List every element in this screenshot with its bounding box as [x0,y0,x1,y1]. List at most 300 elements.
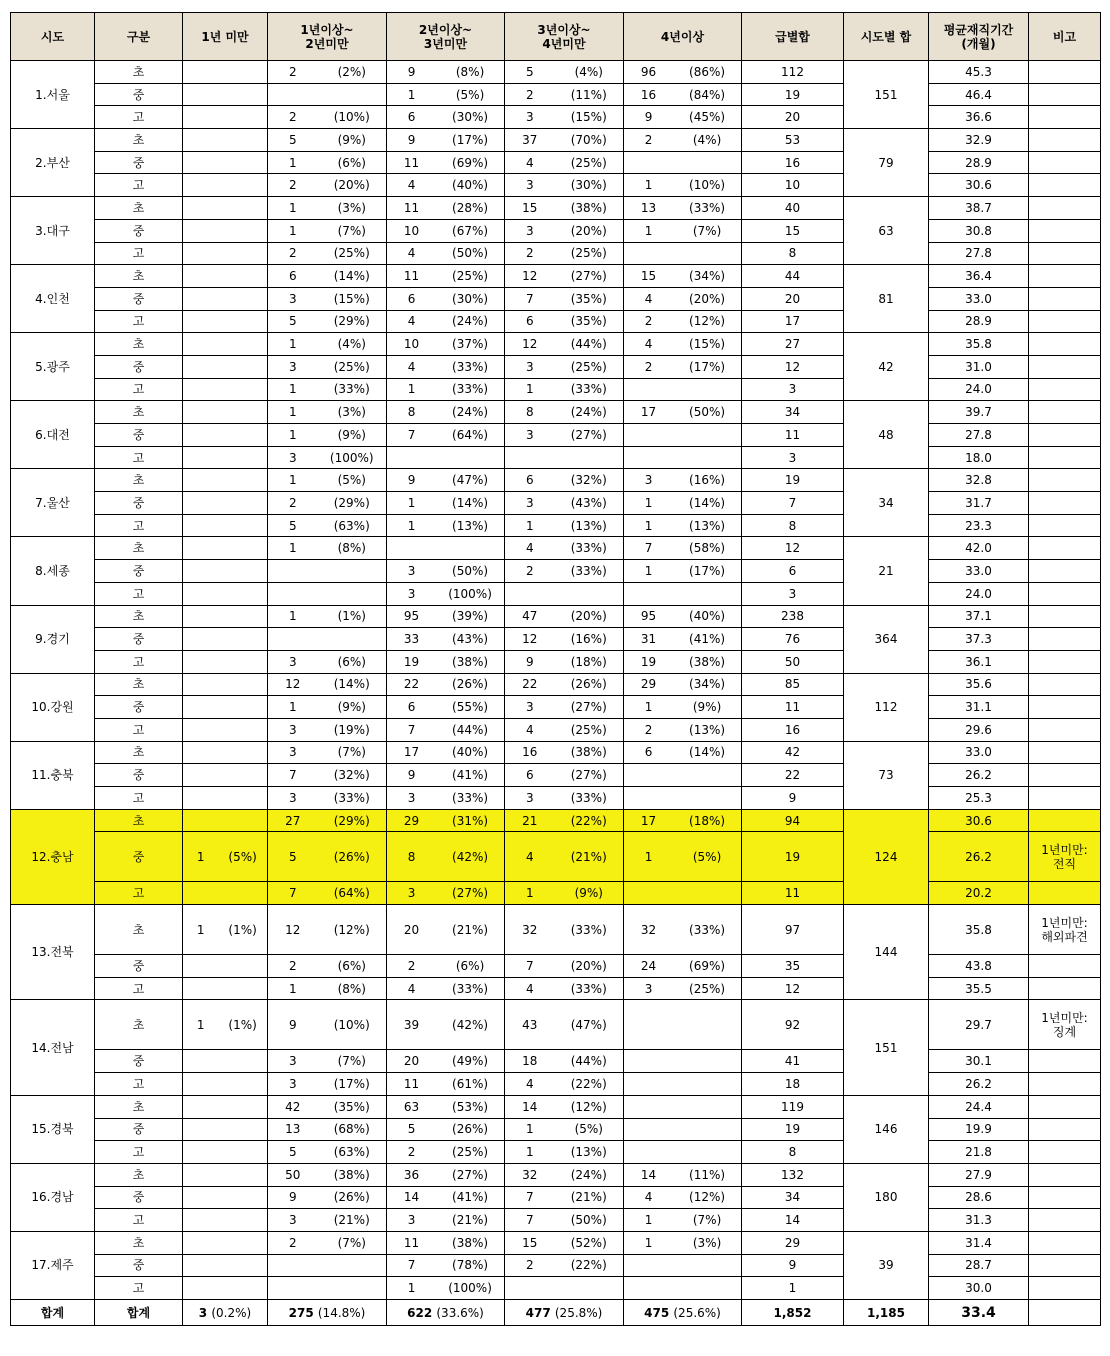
table-row [11,219,1101,242]
count-value: 47 [522,609,538,624]
count-value: 9 [407,132,416,147]
tenure-2-to-3yr-cell [387,469,505,492]
tenure-1-to-2yr-cell [268,1073,387,1096]
percent-value: (29%) [333,813,370,828]
table-row [11,61,1101,84]
tenure-over-4yr-cell [624,242,742,265]
count-value: 1 [644,700,653,715]
tenure-over-4yr-cell [624,1254,742,1277]
tenure-over-4yr-cell [624,1277,742,1300]
tenure-1-to-2yr-cell [268,905,387,955]
count-value: 2 [644,314,653,329]
note-cell [1029,106,1101,129]
note-cell [1029,1050,1101,1073]
avg-tenure: 28.7 [929,1254,1029,1277]
school-level: 고 [95,446,183,469]
tenure-2-to-3yr-cell [387,446,505,469]
tenure-over-4yr-cell [624,809,742,832]
tenure-1-to-2yr-cell [268,787,387,810]
percent-value: (34%) [689,677,726,692]
table-row [11,787,1101,810]
level-sum: 44 [742,265,844,288]
percent-value: (64%) [452,427,489,442]
tenure-2-to-3yr-cell [387,1118,505,1141]
tenure-1-to-2yr-cell [268,1186,387,1209]
note-cell [1029,537,1101,560]
level-sum: 97 [742,905,844,955]
percent-value: (20%) [689,291,726,306]
tenure-over-4yr-cell [624,1073,742,1096]
count-value: 1 [525,1145,534,1160]
tenure-over-4yr-cell [624,905,742,955]
level-sum: 14 [742,1209,844,1232]
percent-value: (5%) [228,849,257,864]
tenure-1-to-2yr-cell [268,560,387,583]
header-avg-tenure: 평균재직기간 (개월) [929,13,1029,61]
tenure-over-4yr-cell [624,355,742,378]
count-value: 43 [522,1017,538,1032]
count-value: 2 [288,1235,297,1250]
under-1yr-cell [183,977,268,1000]
count-value: 4 [407,981,416,996]
tenure-over-4yr-cell [624,469,742,492]
percent-value: (43%) [452,632,489,647]
region-sum: 39 [844,1231,929,1299]
percent-value: (61%) [452,1076,489,1091]
level-sum: 11 [742,882,844,905]
table-row [11,1073,1101,1096]
note-cell [1029,650,1101,673]
count-value: 20 [403,1054,420,1069]
count-value: 3 [525,427,534,442]
level-sum: 8 [742,242,844,265]
percent-value: (26%) [333,849,370,864]
level-sum: 15 [742,219,844,242]
percent-value: (3%) [337,405,366,420]
tenure-over-4yr-cell [624,1118,742,1141]
percent-value: (13%) [570,1145,607,1160]
count-value: 3 [198,1305,208,1320]
school-level: 중 [95,1254,183,1277]
school-level: 중 [95,492,183,515]
under-1yr-cell [183,424,268,447]
percent-value: (67%) [452,223,489,238]
school-level: 중 [95,83,183,106]
count-value: 3 [407,1213,416,1228]
percent-value: (27%) [570,768,607,783]
tenure-3-to-4yr-cell [505,61,624,84]
count-value: 2 [288,958,297,973]
school-level: 초 [95,905,183,955]
count-value: 1 [407,87,416,102]
tenure-3-to-4yr-cell [505,469,624,492]
percent-value: (50%) [452,563,489,578]
tenure-2-to-3yr-cell [387,977,505,1000]
count-value: 1 [407,1281,416,1296]
count-value: 21 [522,813,538,828]
count-value: 3 [525,495,534,510]
region-sum: 48 [844,401,929,469]
avg-tenure: 30.6 [929,809,1029,832]
percent-value: (64%) [333,886,370,901]
percent-value: (6%) [455,958,485,973]
count-value: 13 [285,1122,301,1137]
percent-value: (1%) [337,609,366,624]
header-region: 시도 [11,13,95,61]
tenure-3-to-4yr-cell [505,378,624,401]
count-value: 17 [640,813,657,828]
count-value: 5 [288,1145,297,1160]
count-value: 2 [644,722,653,737]
count-value: 19 [403,654,420,669]
avg-tenure: 28.9 [929,310,1029,333]
tenure-3-to-4yr-cell [505,265,624,288]
note-cell [1029,1254,1101,1277]
region-sum: 42 [844,333,929,401]
under-1yr-cell [183,310,268,333]
region-sum: 144 [844,905,929,1000]
count-value: 8 [407,849,416,864]
table-row [11,378,1101,401]
note-cell [1029,605,1101,628]
tenure-2-to-3yr-cell [387,882,505,905]
tenure-3-to-4yr-cell [505,242,624,265]
percent-value: (30%) [452,291,489,306]
avg-tenure: 38.7 [929,197,1029,220]
tenure-2-to-3yr-cell [387,265,505,288]
table-row [11,401,1101,424]
count-value: 14 [522,1099,538,1114]
percent-value: (33%) [689,922,726,937]
level-sum: 19 [742,1118,844,1141]
avg-tenure: 36.6 [929,106,1029,129]
count-value: 2 [288,110,297,125]
region-name: 17.제주 [11,1231,95,1299]
tenure-1-to-2yr-cell [268,1141,387,1164]
count-value: 7 [525,291,534,306]
tenure-1-to-2yr-cell [268,1118,387,1141]
count-value: 1 [288,382,297,397]
count-value: 2 [644,359,653,374]
count-value: 7 [525,1213,534,1228]
school-level: 중 [95,424,183,447]
note-cell [1029,1141,1101,1164]
tenure-1-to-2yr-cell [268,174,387,197]
school-level: 고 [95,582,183,605]
count-value: 3 [288,745,297,760]
percent-value: (41%) [452,1190,489,1205]
under-1yr-cell [183,514,268,537]
level-sum: 85 [742,673,844,696]
percent-value: (35%) [333,1099,370,1114]
level-sum: 238 [742,605,844,628]
percent-value: (24%) [570,1167,607,1182]
percent-value: (39%) [452,609,489,624]
count-value: 6 [407,110,416,125]
percent-value: (7%) [337,745,366,760]
note-cell: 1년미만: 징계 [1029,1000,1101,1050]
percent-value: (38%) [452,654,489,669]
percent-value: (42%) [452,849,489,864]
percent-value: (18%) [689,813,726,828]
avg-tenure: 19.9 [929,1118,1029,1141]
region-name: 2.부산 [11,129,95,197]
tenure-over-4yr-cell [624,1163,742,1186]
tenure-over-4yr-cell [624,492,742,515]
tenure-2-to-3yr-cell [387,129,505,152]
tenure-1-to-2yr-cell [268,1000,387,1050]
percent-value: (13%) [570,518,607,533]
count-value: 7 [407,427,416,442]
percent-value: (33%) [689,200,726,215]
percent-value: (27%) [570,269,607,284]
percent-value: (38%) [452,1235,489,1250]
percent-value: (17%) [452,132,489,147]
percent-value: (14%) [452,495,489,510]
tenure-1-to-2yr-cell [268,197,387,220]
percent-value: (22%) [570,1258,607,1273]
count-value: 3 [288,1213,297,1228]
count-value: 4 [644,337,653,352]
count-value: 18 [522,1054,538,1069]
count-value: 4 [644,291,653,306]
tenure-2-to-3yr-cell [387,424,505,447]
tenure-1-to-2yr-cell [268,287,387,310]
percent-value: (25%) [333,359,370,374]
total-a-cell [268,1300,387,1326]
percent-value: (4%) [337,337,366,352]
percent-value: (21%) [333,1213,370,1228]
percent-value: (11%) [689,1167,726,1182]
table-row [11,718,1101,741]
note-cell [1029,333,1101,356]
percent-value: (12%) [333,922,370,937]
school-level: 중 [95,219,183,242]
school-level: 초 [95,469,183,492]
percent-value: (58%) [689,541,726,556]
count-value: 4 [644,1190,653,1205]
table-row [11,628,1101,651]
avg-tenure: 31.3 [929,1209,1029,1232]
region-sum: 364 [844,605,929,673]
tenure-1-to-2yr-cell [268,424,387,447]
percent-value: (10%) [333,110,370,125]
under-1yr-cell [183,242,268,265]
count-value: 42 [285,1099,301,1114]
note-cell [1029,197,1101,220]
percent-value: (21%) [452,1213,489,1228]
percent-value: (14%) [689,495,726,510]
percent-value: (44%) [570,337,607,352]
count-value: 1 [644,1235,653,1250]
percent-value: (16%) [689,473,726,488]
note-cell [1029,955,1101,978]
region-sum: 151 [844,61,929,129]
percent-value: (25.8%) [554,1305,603,1320]
tenure-3-to-4yr-cell [505,83,624,106]
region-name: 10.강원 [11,673,95,741]
table-row [11,605,1101,628]
percent-value: (35%) [570,291,607,306]
count-value: 1 [644,849,653,864]
under-1yr-cell [183,492,268,515]
table-row [11,1186,1101,1209]
count-value: 5 [288,849,297,864]
count-value: 2 [288,64,297,79]
under-1yr-cell [183,809,268,832]
count-value: 1 [196,1017,205,1032]
under-1yr-cell [183,287,268,310]
count-value: 13 [640,200,657,215]
percent-value: (7%) [337,1235,366,1250]
percent-value: (9%) [692,700,722,715]
percent-value: (26%) [333,1190,370,1205]
count-value: 5 [525,64,534,79]
count-value: 17 [640,405,657,420]
under-1yr-cell [183,905,268,955]
tenure-2-to-3yr-cell [387,492,505,515]
tenure-3-to-4yr-cell [505,696,624,719]
tenure-2-to-3yr-cell [387,1277,505,1300]
tenure-3-to-4yr-cell [505,1118,624,1141]
count-value: 29 [403,813,420,828]
percent-value: (25%) [452,269,489,284]
percent-value: (33%) [570,541,607,556]
count-value: 1 [644,495,653,510]
avg-tenure: 31.0 [929,355,1029,378]
count-value: 1 [288,473,297,488]
count-value: 9 [407,473,416,488]
percent-value: (50%) [570,1213,607,1228]
count-value: 37 [522,132,538,147]
count-value: 3 [525,359,534,374]
tenure-3-to-4yr-cell [505,151,624,174]
tenure-1-to-2yr-cell [268,106,387,129]
table-row [11,514,1101,537]
count-value: 9 [407,64,416,79]
table-row [11,1277,1101,1300]
count-value: 96 [640,64,657,79]
level-sum: 12 [742,977,844,1000]
school-level: 초 [95,401,183,424]
count-value: 2 [525,87,534,102]
count-value: 31 [640,632,657,647]
count-value: 622 [407,1305,433,1320]
table-row [11,424,1101,447]
level-sum: 92 [742,1000,844,1050]
level-sum: 12 [742,537,844,560]
percent-value: (14%) [689,745,726,760]
count-value: 27 [285,813,301,828]
region-name: 8.세종 [11,537,95,605]
tenure-over-4yr-cell [624,174,742,197]
note-cell [1029,1163,1101,1186]
under-1yr-cell [183,832,268,882]
percent-value: (5%) [692,849,722,864]
region-name: 14.전남 [11,1000,95,1095]
percent-value: (40%) [452,745,489,760]
table-row [11,741,1101,764]
tenure-2-to-3yr-cell [387,787,505,810]
count-value: 1 [196,849,205,864]
school-level: 중 [95,1186,183,1209]
level-sum: 3 [742,446,844,469]
table-row [11,197,1101,220]
count-value: 1 [644,178,653,193]
table-row [11,242,1101,265]
percent-value: (78%) [452,1258,489,1273]
count-value: 1 [288,405,297,420]
header-1-to-2yr: 1년이상~ 2년미만 [268,13,387,61]
region-sum: 146 [844,1095,929,1163]
under-1yr-cell [183,197,268,220]
table-row [11,537,1101,560]
table-row [11,355,1101,378]
level-sum: 9 [742,787,844,810]
count-value: 1 [288,223,297,238]
note-cell [1029,741,1101,764]
count-value: 1 [288,981,297,996]
tenure-2-to-3yr-cell [387,106,505,129]
tenure-1-to-2yr-cell [268,741,387,764]
percent-value: (25%) [689,981,726,996]
tenure-3-to-4yr-cell [505,219,624,242]
tenure-2-to-3yr-cell [387,650,505,673]
tenure-3-to-4yr-cell [505,832,624,882]
avg-tenure: 45.3 [929,61,1029,84]
count-value: 29 [640,677,657,692]
note-cell [1029,242,1101,265]
tenure-3-to-4yr-cell [505,333,624,356]
percent-value: (33%) [333,382,370,397]
count-value: 15 [522,1235,538,1250]
under-1yr-cell [183,1073,268,1096]
avg-tenure: 33.0 [929,560,1029,583]
percent-value: (12%) [689,314,726,329]
percent-value: (27%) [570,700,607,715]
count-value: 5 [288,518,297,533]
table-row [11,446,1101,469]
percent-value: (1%) [228,1017,257,1032]
count-value: 7 [407,1258,416,1273]
under-1yr-cell [183,787,268,810]
region-name: 9.경기 [11,605,95,673]
percent-value: (33%) [452,382,489,397]
school-level: 고 [95,1209,183,1232]
tenure-3-to-4yr-cell [505,492,624,515]
count-value: 1 [288,541,297,556]
tenure-2-to-3yr-cell [387,1209,505,1232]
count-value: 4 [525,155,534,170]
count-value: 1 [525,382,534,397]
header-row [11,13,1101,61]
percent-value: (20%) [333,178,370,193]
percent-value: (22%) [570,1076,607,1091]
count-value: 7 [407,722,416,737]
tenure-over-4yr-cell [624,61,742,84]
note-cell [1029,696,1101,719]
percent-value: (38%) [689,654,726,669]
total-note [1029,1300,1101,1326]
region-sum: 81 [844,265,929,333]
table-row [11,673,1101,696]
percent-value: (33%) [333,790,370,805]
tenure-1-to-2yr-cell [268,219,387,242]
percent-value: (0.2%) [211,1305,252,1320]
tenure-2-to-3yr-cell [387,1163,505,1186]
count-value: 2 [525,1258,534,1273]
tenure-2-to-3yr-cell [387,355,505,378]
